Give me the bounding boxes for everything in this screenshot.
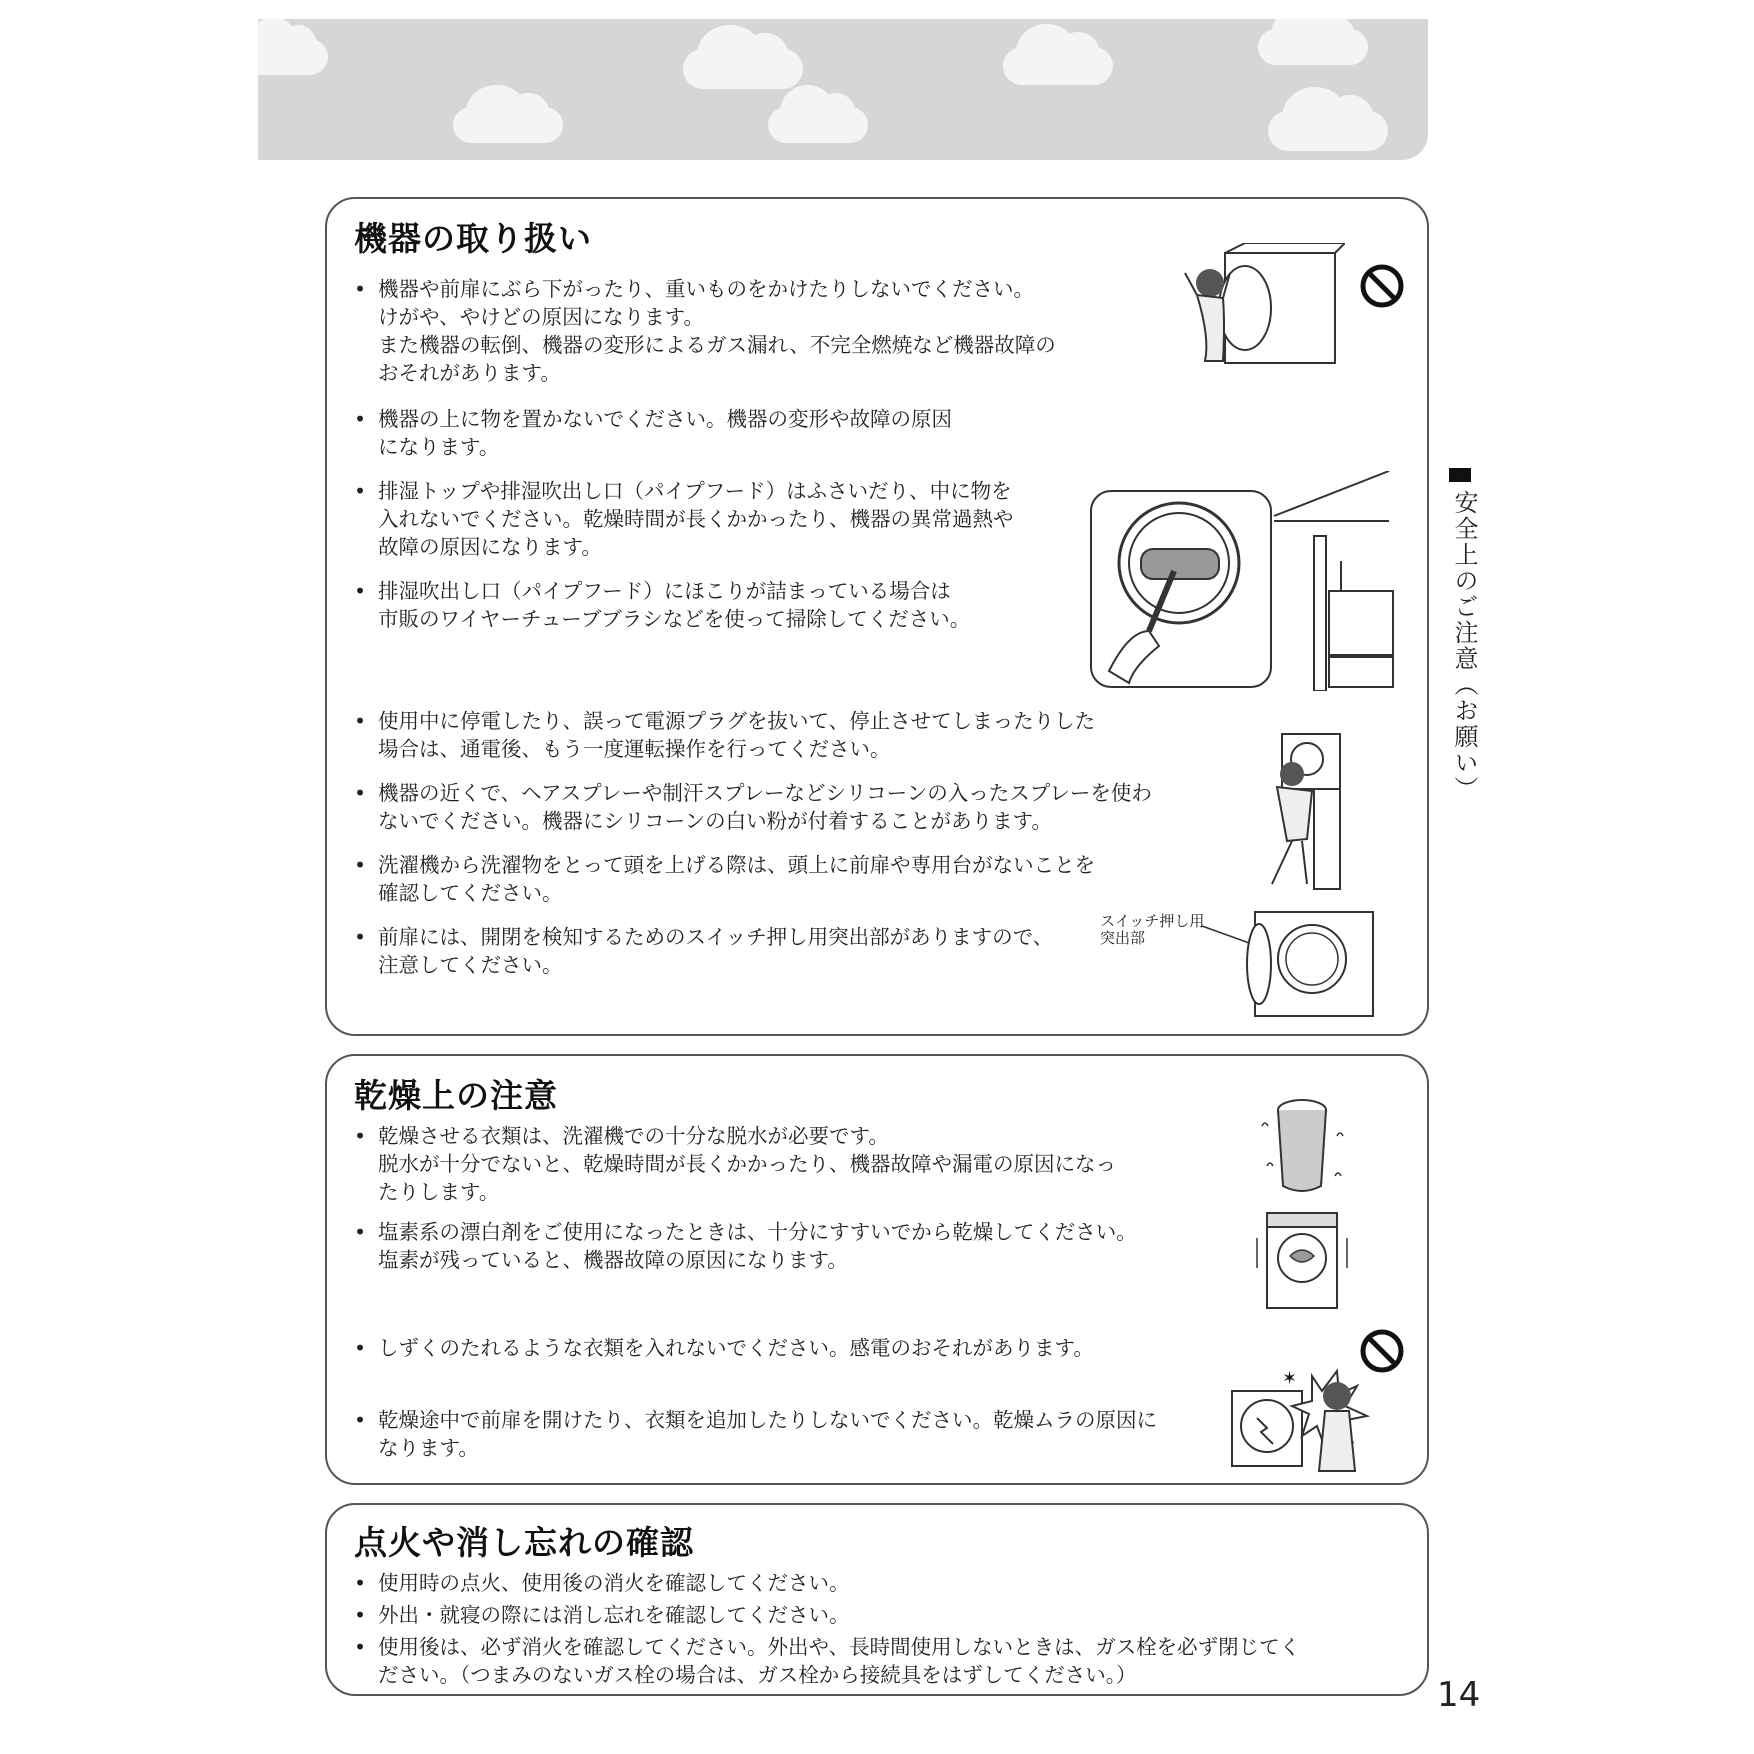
electric-shock-illustration <box>1227 1356 1382 1476</box>
list-item: • 機器の近くで、ヘアスプレーや制汗スプレーなどシリコーンの入ったスプレーを使わ ないでください。機器にシリコーンの白い粉が付着することがあります。 <box>354 781 1152 833</box>
bullet-icon: • <box>354 1603 367 1627</box>
washing-machine-illustration <box>1252 1208 1352 1318</box>
list-item: • 乾燥させる衣類は、洗濯機での十分な脱水が必要です。 脱水が十分でないと、乾燥時間が長くかかったり、機器故障や漏電の原因になっ たりします。 <box>354 1124 1116 1204</box>
bullet-icon: • <box>354 579 367 603</box>
svg-text:✶: ✶ <box>1282 1368 1298 1389</box>
section-ignition-check <box>325 1503 1429 1696</box>
chapter-label: 安全上のご注意（お願い） <box>1450 490 1478 802</box>
list-item: • 排湿吹出し口（パイプフード）にほこりが詰まっている場合は 市販のワイヤーチューブブラシなどを使って掃除してください。 <box>354 579 971 631</box>
wet-drum-illustration <box>1257 1096 1347 1196</box>
bullet-icon: • <box>354 925 367 949</box>
cloud-banner <box>258 19 1428 160</box>
page-number: 14 <box>1437 1675 1481 1715</box>
bullet-icon: • <box>354 709 367 733</box>
bullet-icon: • <box>354 1336 367 1360</box>
cloud-shape <box>1268 111 1388 151</box>
cloud-shape <box>1258 29 1368 65</box>
prohibition-icon <box>1359 263 1405 309</box>
list-item: • 塩素系の漂白剤をご使用になったときは、十分にすすいでから乾燥してください。 塩素が残っていると、機器故障の原因になります。 <box>354 1220 1137 1272</box>
list-item: • しずくのたれるような衣類を入れないでください。感電のおそれがあります。 <box>354 1336 1094 1360</box>
list-item: • 機器や前扉にぶら下がったり、重いものをかけたりしないでください。 けがや、やけどの原因になります。 また機器の転倒、機器の変形によるガス漏れ、不完全燃焼など機器故障の おそれがあります。 <box>354 277 1056 385</box>
bullet-icon: • <box>354 1408 367 1432</box>
list-item: • 乾燥途中で前扉を開けたり、衣類を追加したりしないでください。乾燥ムラの原因に なります。 <box>354 1408 1157 1460</box>
bullet-icon: • <box>354 781 367 805</box>
bullet-icon: • <box>354 1124 367 1148</box>
head-bump-illustration <box>1252 729 1352 894</box>
list-item: • 機器の上に物を置かないでください。機器の変形や故障の原因 になります。 <box>354 407 952 459</box>
bullet-icon: • <box>354 1571 367 1595</box>
section-equipment-handling <box>325 197 1429 1036</box>
cloud-shape <box>453 107 563 143</box>
list-item: • 使用時の点火、使用後の消火を確認してください。 <box>354 1571 850 1595</box>
section-title: 機器の取り扱い <box>354 219 592 258</box>
switch-protrusion-callout: スイッチ押し用 突出部 <box>1100 912 1205 947</box>
section-drying-cautions <box>325 1054 1429 1485</box>
list-item: • 排湿トップや排湿吹出し口（パイプフード）はふさいだり、中に物を 入れないでください。乾燥時間が長くかかったり、機器の異常過熱や 故障の原因になります。 <box>354 479 1014 559</box>
bullet-icon: • <box>354 853 367 877</box>
bullet-icon: • <box>354 1635 367 1659</box>
bullet-icon: • <box>354 479 367 503</box>
dryer-open-door-illustration <box>1197 904 1377 1024</box>
list-item: • 使用後は、必ず消火を確認してください。外出や、長時間使用しないときは、ガス栓を必ず閉じてく ださい。（つまみのないガス栓の場合は、ガス栓から接続具をはずしてください。） <box>354 1635 1301 1687</box>
cloud-shape <box>1003 47 1113 85</box>
bullet-icon: • <box>354 277 367 301</box>
section-title: 乾燥上の注意 <box>354 1076 558 1115</box>
bullet-icon: • <box>354 1220 367 1244</box>
list-item: • 外出・就寝の際には消し忘れを確認してください。 <box>354 1603 850 1627</box>
list-item: • 使用中に停電したり、誤って電源プラグを抜いて、停止させてしまったりした 場合は、通電後、もう一度運転操作を行ってください。 <box>354 709 1096 761</box>
hanging-on-door-illustration <box>1175 243 1345 383</box>
chapter-marker <box>1449 468 1471 482</box>
cloud-shape <box>683 49 803 89</box>
cloud-shape <box>768 107 868 143</box>
list-item: • 洗濯機から洗濯物をとって頭を上げる際は、頭上に前扉や専用台がないことを 確認してください。 <box>354 853 1096 905</box>
bullet-icon: • <box>354 407 367 431</box>
list-item: • 前扉には、開閉を検知するためのスイッチ押し用突出部がありますので、 注意してください。 <box>354 925 1054 977</box>
chapter-sidebar <box>1447 468 1477 802</box>
cloud-shape <box>258 39 328 75</box>
section-title: 点火や消し忘れの確認 <box>354 1523 694 1562</box>
pipe-hood-illustration <box>1089 471 1394 691</box>
